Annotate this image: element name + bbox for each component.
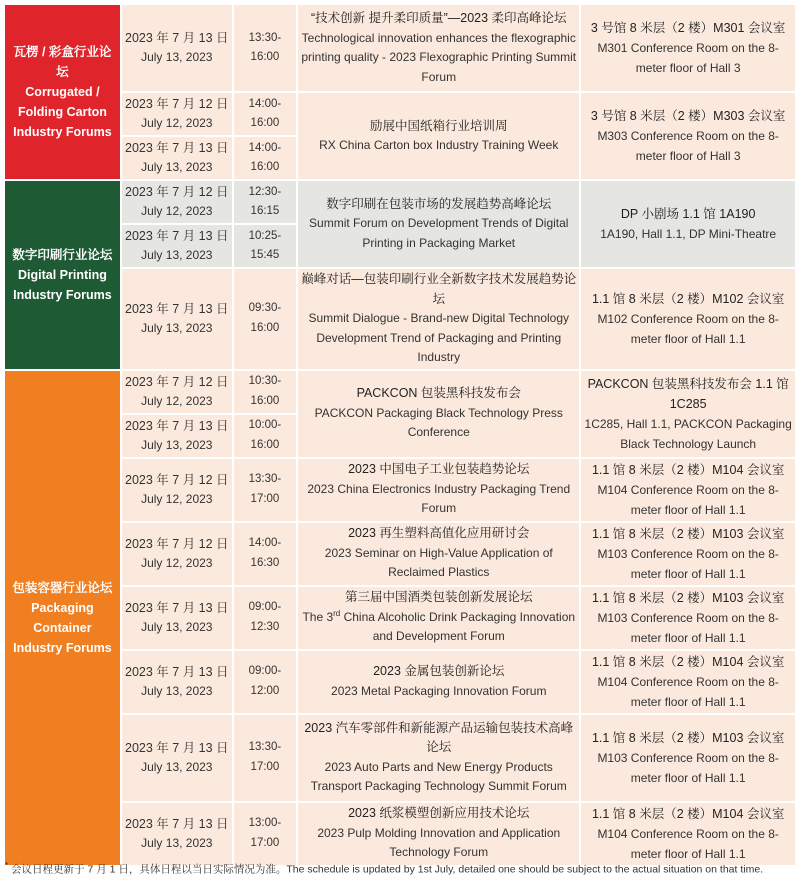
location-en: 1A190, Hall 1.1, DP Mini-Theatre: [600, 227, 777, 241]
title-en: PACKCON Packaging Black Technology Press Conference: [314, 405, 563, 440]
table-row: [5, 93, 795, 135]
date-zh: 2023 年 7 月 12 日: [125, 97, 229, 111]
date-cell: [122, 225, 232, 267]
time-cell: 10:00-16:00: [234, 415, 296, 457]
location-cell: [581, 715, 795, 801]
date-en: July 13, 2023: [141, 683, 213, 698]
footnote-mark: *: [5, 861, 9, 870]
date-en: July 12, 2023: [141, 555, 213, 570]
title-en: 2023 Metal Packaging Innovation Forum: [331, 683, 547, 698]
title-en: Technological innovation enhances the flexographic printing quality - 2023 Flexographic Printing Summit Forum: [301, 30, 577, 84]
date-zh: 2023 年 7 月 13 日: [125, 816, 229, 831]
category-packaging-container: [5, 371, 120, 865]
forum-title-cell: [298, 371, 579, 457]
date-cell: [122, 137, 232, 179]
location-zh: 1.1 馆 8 米层（2 楼）M104 会议室: [591, 654, 785, 669]
time-cell: 13:30-17:00: [234, 459, 296, 521]
date-zh: 2023 年 7 月 12 日: [125, 536, 229, 551]
location-cell: [581, 651, 795, 713]
title-zh: PACKCON 包装黑科技发布会: [356, 386, 521, 401]
title-en: 2023 Seminar on High-Value Application of Reclaimed Plastics: [324, 545, 553, 580]
forum-schedule-table: [3, 3, 797, 867]
table-row: [5, 181, 795, 223]
title-en: Summit Dialogue - Brand-new Digital Technology Development Trend of Packaging and Printing Industry: [308, 311, 570, 364]
forum-title-cell: [298, 523, 579, 585]
category-zh: 瓦楞 / 彩盒行业论坛: [13, 45, 112, 79]
category-corrugated: [5, 5, 120, 179]
title-zh: 巅峰对话—包装印刷行业全新数字技术发展趋势论坛: [301, 272, 577, 306]
location-zh: 1.1 馆 8 米层（2 楼）M103 会议室: [591, 730, 785, 745]
location-en: M104 Conference Room on the 8-meter floor of Hall 1.1: [597, 826, 779, 861]
footnote: [5, 861, 763, 877]
location-zh: DP 小剧场 1.1 馆 1A190: [620, 207, 756, 221]
location-cell: [581, 459, 795, 521]
date-cell: [122, 269, 232, 369]
date-cell: [122, 415, 232, 457]
date-en: July 13, 2023: [141, 759, 213, 774]
time-cell: 14:00-16:30: [234, 523, 296, 585]
title-en: Summit Forum on Development Trends of Digital Printing in Packaging Market: [309, 216, 569, 250]
time-cell: 09:00-12:00: [234, 651, 296, 713]
date-cell: [122, 5, 232, 91]
date-zh: 2023 年 7 月 13 日: [125, 418, 229, 433]
location-zh: 3 号馆 8 米层（2 楼）M303 会议室: [590, 109, 786, 123]
location-en: M303 Conference Room on the 8-meter floor of Hall 3: [597, 129, 779, 163]
date-cell: [122, 181, 232, 223]
location-en: M103 Conference Room on the 8-meter floor of Hall 1.1: [597, 610, 779, 645]
title-zh: 2023 金属包装创新论坛: [373, 664, 505, 678]
forum-title-cell: [298, 715, 579, 801]
table-row: [5, 715, 795, 801]
location-cell: [581, 5, 795, 91]
date-zh: 2023 年 7 月 13 日: [125, 600, 229, 615]
forum-title-cell: [298, 5, 579, 91]
time-cell: 12:30-16:15: [234, 181, 296, 223]
title-zh: 2023 中国电子工业包装趋势论坛: [348, 462, 530, 477]
table-row: [5, 651, 795, 713]
time-cell: 14:00-16:00: [234, 93, 296, 135]
date-zh: 2023 年 7 月 13 日: [125, 740, 229, 755]
table-row: [5, 5, 795, 91]
date-en: July 12, 2023: [141, 393, 213, 408]
date-en: July 13, 2023: [141, 160, 213, 174]
footnote-text: 会议日程更新于 7 月 1 日，具体日程以当日实际情况为准。The schedule is updated by 1st July, detailed one should be subject to the actual situation on that time.: [11, 863, 764, 876]
date-zh: 2023 年 7 月 13 日: [125, 301, 229, 316]
date-cell: [122, 523, 232, 585]
title-en: 2023 China Electronics Industry Packaging Trend Forum: [307, 481, 571, 516]
location-en: M104 Conference Room on the 8-meter floor of Hall 1.1: [597, 482, 779, 517]
forum-title-cell: [298, 93, 579, 179]
location-en: M301 Conference Room on the 8-meter floor of Hall 3: [597, 41, 779, 75]
table-row: [5, 523, 795, 585]
date-en: July 13, 2023: [141, 437, 213, 452]
date-en: July 13, 2023: [141, 619, 213, 634]
date-cell: [122, 93, 232, 135]
date-zh: 2023 年 7 月 12 日: [125, 185, 229, 199]
date-cell: [122, 371, 232, 413]
title-zh: 2023 纸浆模塑创新应用技术论坛: [348, 806, 530, 821]
location-cell: [581, 93, 795, 179]
date-zh: 2023 年 7 月 12 日: [125, 374, 229, 389]
location-zh: 1.1 馆 8 米层（2 楼）M104 会议室: [591, 806, 785, 821]
time-cell: 10:25-15:45: [234, 225, 296, 267]
forum-title-cell: [298, 587, 579, 649]
table-row: [5, 269, 795, 369]
date-en: July 13, 2023: [141, 320, 213, 335]
time-cell: 14:00-16:00: [234, 137, 296, 179]
title-en: 2023 Pulp Molding Innovation and Application Technology Forum: [317, 825, 561, 860]
location-en: M103 Conference Room on the 8-meter floor of Hall 1.1: [597, 750, 779, 785]
date-en: July 12, 2023: [141, 116, 213, 130]
date-zh: 2023 年 7 月 13 日: [125, 31, 229, 45]
forum-title-cell: [298, 269, 579, 369]
location-en: M103 Conference Room on the 8-meter floor of Hall 1.1: [597, 546, 779, 581]
category-digital-printing: [5, 181, 120, 369]
location-zh: 1.1 馆 8 米层（2 楼）M103 会议室: [591, 590, 785, 605]
date-cell: [122, 715, 232, 801]
category-en: Corrugated / Folding Carton Industry Forums: [13, 85, 112, 139]
location-zh: 1.1 馆 8 米层（2 楼）M104 会议室: [591, 462, 785, 477]
date-zh: 2023 年 7 月 13 日: [125, 229, 229, 243]
location-zh: 1.1 馆 8 米层（2 楼）M103 会议室: [591, 526, 785, 541]
time-cell: 09:00-12:30: [234, 587, 296, 649]
title-zh: 2023 再生塑料高值化应用研讨会: [348, 526, 530, 541]
forum-title-cell: [298, 651, 579, 713]
date-en: July 13, 2023: [141, 50, 213, 64]
category-zh: 数字印刷行业论坛: [12, 247, 113, 262]
date-zh: 2023 年 7 月 13 日: [125, 141, 229, 155]
table-row: [5, 459, 795, 521]
category-en: Packaging Container Industry Forums: [13, 600, 112, 655]
location-cell: [581, 269, 795, 369]
title-zh: 2023 汽车零部件和新能源产品运输包装技术高峰论坛: [304, 720, 574, 754]
title-zh: 第三届中国酒类包装创新发展论坛: [344, 590, 533, 605]
forum-title-cell: [298, 803, 579, 865]
date-zh: 2023 年 7 月 12 日: [125, 472, 229, 487]
location-en: 1C285, Hall 1.1, PACKCON Packaging Black Technology Launch: [584, 416, 792, 451]
title-en: The 3rd China Alcoholic Drink Packaging Innovation and Development Forum: [302, 608, 576, 644]
title-en: 2023 Auto Parts and New Energy Products Transport Packaging Technology Summit Forum: [310, 759, 567, 793]
date-cell: [122, 651, 232, 713]
category-en: Digital Printing Industry Forums: [13, 267, 112, 302]
title-zh: 数字印刷在包装市场的发展趋势高峰论坛: [326, 196, 552, 211]
location-en: M102 Conference Room on the 8-meter floor of Hall 1.1: [597, 311, 779, 346]
title-zh: “技术创新 提升柔印质量”—2023 柔印高峰论坛: [310, 11, 567, 25]
date-en: July 13, 2023: [141, 835, 213, 850]
date-en: July 12, 2023: [141, 491, 213, 506]
date-zh: 2023 年 7 月 13 日: [125, 664, 229, 679]
location-cell: [581, 587, 795, 649]
time-cell: 13:00-17:00: [234, 803, 296, 865]
time-cell: 09:30-16:00: [234, 269, 296, 369]
location-cell: [581, 371, 795, 457]
time-cell: 10:30-16:00: [234, 371, 296, 413]
location-cell: [581, 523, 795, 585]
category-zh: 包装容器行业论坛: [12, 580, 113, 595]
location-zh: 3 号馆 8 米层（2 楼）M301 会议室: [590, 21, 786, 35]
location-en: M104 Conference Room on the 8-meter floor of Hall 1.1: [597, 674, 779, 709]
location-zh: 1.1 馆 8 米层（2 楼）M102 会议室: [591, 291, 785, 306]
date-en: July 12, 2023: [141, 204, 213, 218]
location-zh: PACKCON 包装黑科技发布会 1.1 馆 1C285: [587, 376, 789, 411]
forum-title-cell: [298, 181, 579, 267]
table-row: [5, 803, 795, 865]
date-cell: [122, 803, 232, 865]
title-en: RX China Carton box Industry Training Week: [319, 138, 559, 152]
location-cell: [581, 181, 795, 267]
table-row: [5, 587, 795, 649]
date-cell: [122, 459, 232, 521]
title-zh: 励展中国纸箱行业培训周: [369, 118, 508, 133]
forum-title-cell: [298, 459, 579, 521]
date-cell: [122, 587, 232, 649]
time-cell: 13:30-16:00: [234, 5, 296, 91]
time-cell: 13:30-17:00: [234, 715, 296, 801]
date-en: July 13, 2023: [141, 248, 213, 262]
table-row: [5, 371, 795, 413]
location-cell: [581, 803, 795, 865]
